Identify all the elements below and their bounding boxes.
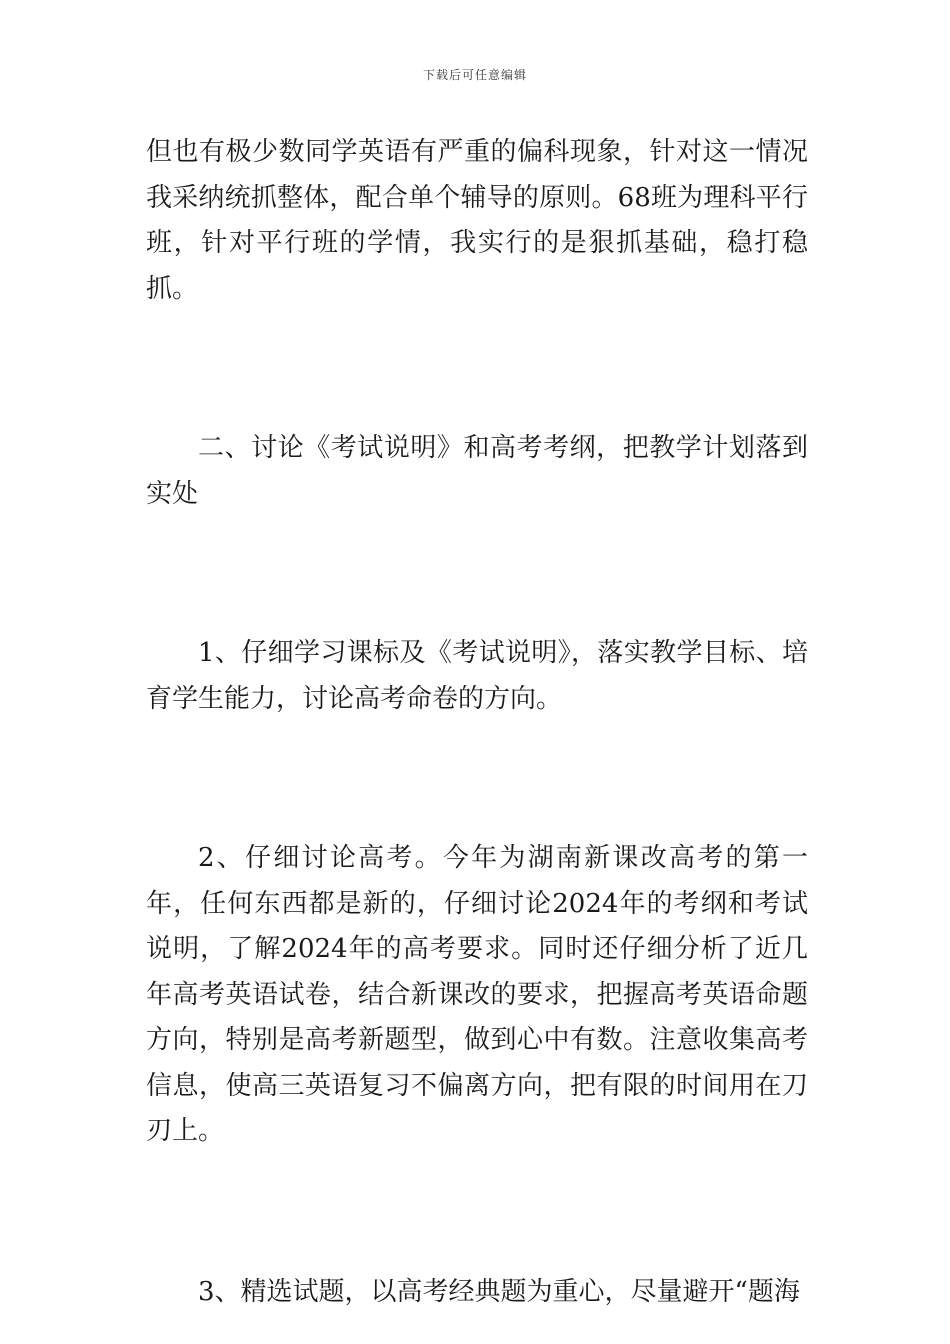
list-item-1: 1、仔细学习课标及《考试说明》，落实教学目标、培育学生能力，讨论高考命卷的方向。 — [146, 638, 808, 714]
list-item-3: 3、精选试题，以高考经典题为重心，尽量避开“题海 — [198, 1276, 800, 1307]
header-note: 下载后可任意编辑 — [422, 68, 527, 82]
paragraph-continuation: 但也有极少数同学英语有严重的偏科现象，针对这一情况我采纳统抓整体，配合单个辅导的原则。68班为理科平行班，针对平行班的学情，我实行的是狠抓基础，稳打稳抓。 — [146, 137, 808, 304]
section-heading-two: 二、讨论《考试说明》和高考考纲，把教学计划落到实处 — [146, 433, 808, 509]
document-body — [146, 130, 808, 1315]
list-item-2: 2、仔细讨论高考。今年为湖南新课改高考的第一年，任何东西都是新的，仔细讨论2024年的考纲和考试说明，了解2024年的高考要求。同时还仔细分析了近几年高考英语试卷，结合新课改的要求，把握高考英语命题方向，特别是高考新题型，做到心中有数。注意收集高考信息，使高三英语复习不偏离方向，把有限的时间用在刀刃上。 — [146, 843, 808, 1146]
